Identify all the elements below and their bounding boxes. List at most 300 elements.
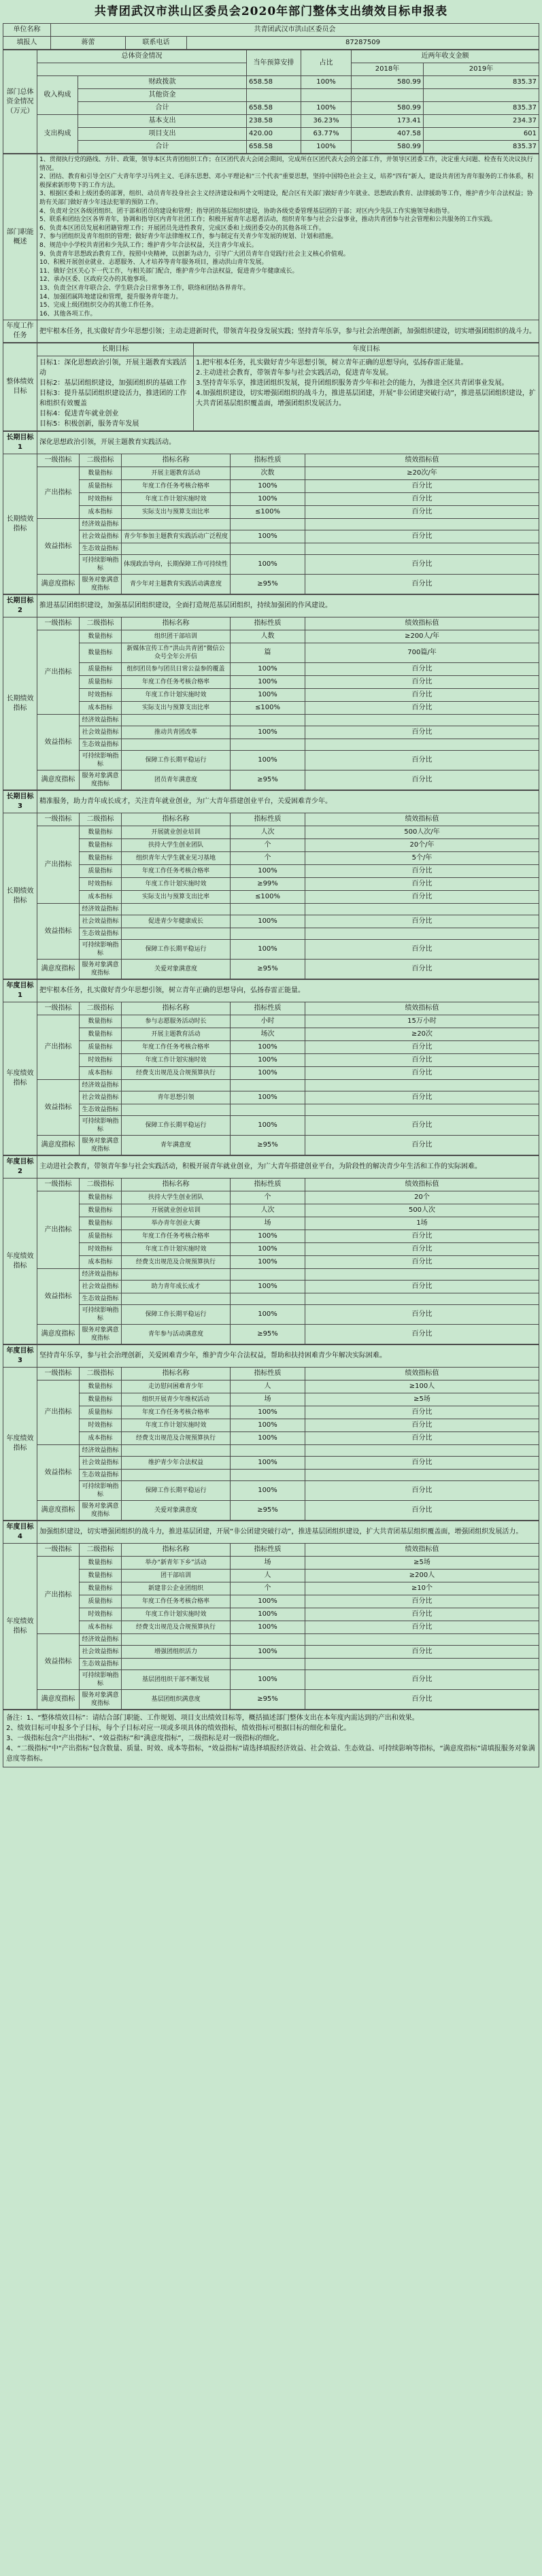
indicator-name: 年度工作计划实施时效 (122, 878, 231, 891)
indicator-row (3, 852, 539, 865)
indicator-nature: 个 (231, 852, 305, 865)
funding-2018: 407.58 (352, 128, 424, 141)
indicator-row (3, 1217, 539, 1230)
goal-description: 推进基层团组织建设，加强基层团组织建设，全面打造规范基层团组织，持续加强团的作风建设。 (37, 595, 539, 617)
indicator-nature (231, 1269, 305, 1281)
funding-item-name: 其他资金 (78, 89, 247, 102)
indicator-name: 年度工作任务考核合格率 (122, 1406, 231, 1419)
indicator-name: 年度工作计划实施时效 (122, 1419, 231, 1432)
indicator-name: 青年参与活动满意度 (122, 1325, 231, 1344)
indicator-value: 百分比 (305, 1501, 539, 1521)
indicator-value: 百分比 (305, 1608, 539, 1621)
indicator-level2: 社会效益指标 (80, 530, 122, 543)
indicator-value: 百分比 (305, 530, 539, 543)
indicator-level2: 质量指标 (80, 663, 122, 676)
indicator-nature: 100% (231, 1419, 305, 1432)
overall-goals-label: 整体绩效目标 (3, 343, 37, 431)
goal-section-table (3, 790, 539, 979)
funding-row (3, 76, 539, 89)
indicator-name (122, 715, 231, 726)
indicator-name: 实际支出与预算支出比率 (122, 702, 231, 715)
income-label: 收入构成 (37, 76, 78, 115)
indicator-value: 百分比 (305, 1281, 539, 1293)
indicator-name: 组织团员参与团员日常公益参的覆盖 (122, 663, 231, 676)
goal-description: 加强组织建设，切实增强团组织的战斗力，推进基层团建，开展“非公团建突破行动”，推进基层团组织建设，扩大共青团基层组织覆盖面，增强团组织发展活力。 (37, 1521, 539, 1544)
indicator-row (3, 1041, 539, 1054)
funding-item-name: 基本支出 (78, 115, 247, 128)
funding-amount (247, 89, 301, 102)
col-header-l2: 二级指标 (80, 813, 122, 826)
indicator-name: 保障工作长期平稳运行 (122, 1116, 231, 1136)
indicator-name (122, 739, 231, 751)
indicator-level2: 时效指标 (80, 1243, 122, 1256)
indicator-name: 年度工作任务考核合格率 (122, 1230, 231, 1243)
unit-value: 共青团武汉市洪山区委员会 (51, 24, 539, 37)
indicator-level2: 服务对象满意度指标 (80, 575, 122, 594)
indicator-row (3, 904, 539, 915)
col-header-value: 绩效指标值 (305, 813, 539, 826)
indicator-name (122, 1659, 231, 1670)
indicator-row (3, 826, 539, 839)
funding-amount: 420.00 (247, 128, 301, 141)
indicator-level1: 满意度指标 (37, 770, 80, 790)
indicator-value (305, 519, 539, 530)
indicator-level1: 满意度指标 (37, 1136, 80, 1155)
funding-row (3, 115, 539, 128)
indicator-row (3, 751, 539, 770)
indicator-nature: 100% (231, 1243, 305, 1256)
indicator-value (305, 715, 539, 726)
indicator-row (3, 663, 539, 676)
indicator-level2: 成本指标 (80, 506, 122, 519)
col-header-l1: 一级指标 (37, 617, 80, 630)
indicator-value: 百分比 (305, 1136, 539, 1155)
indicator-row (3, 1595, 539, 1608)
indicator-level2: 可持续影响指标 (80, 940, 122, 960)
overall-goals-table (3, 343, 539, 431)
indicator-level2: 数量指标 (80, 1015, 122, 1028)
funding-year-2018: 2018年 (352, 63, 424, 76)
indicator-level2: 服务对象满意度指标 (80, 1690, 122, 1710)
indicator-row (3, 480, 539, 493)
indicator-nature: 个 (231, 1191, 305, 1204)
indicator-row (3, 1269, 539, 1281)
indicator-level2: 成本指标 (80, 1067, 122, 1080)
indicator-level2: 经济效益指标 (80, 1634, 122, 1646)
indicator-value: 百分比 (305, 865, 539, 878)
indicator-row (3, 1293, 539, 1305)
indicator-nature: 100% (231, 1054, 305, 1067)
indicator-name: 举办青年创业大赛 (122, 1217, 231, 1230)
goal-description: 精准服务，助力青年成长成才，关注青年就业创业，为广大青年搭建创业平台，关爱困难青少年。 (37, 791, 539, 813)
indicator-level1: 产出指标 (37, 1191, 80, 1269)
header-table (3, 23, 539, 50)
goal-sections (3, 431, 539, 1710)
indicator-nature: 场次 (231, 1028, 305, 1041)
contact-label: 联系电话 (126, 37, 187, 50)
indicator-name: 关爱对象满意度 (122, 960, 231, 979)
funding-amount: 658.58 (247, 141, 301, 154)
funding-row (3, 89, 539, 102)
indicator-nature: ≥95% (231, 770, 305, 790)
funding-table (3, 50, 539, 154)
indicator-level2: 生态效益指标 (80, 928, 122, 940)
funding-item-name: 财政拨款 (78, 76, 247, 89)
indicator-row (3, 1646, 539, 1659)
goal-section-table (3, 1344, 539, 1521)
annual-goals-text: 1.把牢根本任务，扎实做好青少年思想引领，树立青年正确的思想导向，弘扬春雷正能量。 2.主动进社会教育，带领青年参与社会实践活动，促进青年发展。 3.坚持青年乐享，推进团组织发展，提升团组织服务青少年和社会的能力，为推进全区共青团事业发展。 4.加强组织建设，切实增强团组织的战斗力，推进基层团建，开展“非公团建突破行动”，推进基层团组织建设，扩大共青团基层组织覆盖面，增强团组织发展活力。 (194, 356, 539, 431)
indicator-level2: 经济效益指标 (80, 715, 122, 726)
expense-label: 支出构成 (37, 115, 78, 154)
indicator-name: 青年满意度 (122, 1136, 231, 1155)
indicator-level1: 效益指标 (37, 1080, 80, 1136)
indicator-value: 1场 (305, 1217, 539, 1230)
indicator-name: 扶持大学生创业团队 (122, 839, 231, 852)
indicator-level2: 社会效益指标 (80, 1091, 122, 1104)
indicator-level1: 产出指标 (37, 1015, 80, 1080)
goal-description: 坚持青年乐享，参与社会治理创新，关爱困难青少年，维护青少年合法权益，帮助和扶持困难青少年解决实际困难。 (37, 1345, 539, 1368)
indicator-name: 经费支出规范及合规预算执行 (122, 1256, 231, 1269)
indicator-name: 组织团干部培训 (122, 630, 231, 643)
col-header-l1: 一级指标 (37, 454, 80, 467)
indicator-value (305, 1470, 539, 1481)
indicator-value: 百分比 (305, 493, 539, 506)
col-header-value: 绩效指标值 (305, 1368, 539, 1380)
funding-2019: 234.37 (424, 115, 539, 128)
indicator-level2: 生态效益指标 (80, 1470, 122, 1481)
indicator-row (3, 1608, 539, 1621)
indicator-level2: 生态效益指标 (80, 1659, 122, 1670)
col-header-nature: 指标性质 (231, 1368, 305, 1380)
indicator-row (3, 1481, 539, 1501)
indicator-name: 青年思想引领 (122, 1091, 231, 1104)
indicator-name: 年度工作计划实施时效 (122, 689, 231, 702)
indicator-name: 经费支出规范及合规预算执行 (122, 1432, 231, 1445)
indicator-nature: 100% (231, 1670, 305, 1690)
indicator-nature: ≤100% (231, 891, 305, 904)
overview-table (3, 154, 539, 343)
indicator-value: 百分比 (305, 1325, 539, 1344)
indicator-level2: 时效指标 (80, 689, 122, 702)
col-header-value: 绩效指标值 (305, 1002, 539, 1015)
indicator-row (3, 1445, 539, 1457)
indicator-level2: 时效指标 (80, 493, 122, 506)
indicator-name: 保障工作长期平稳运行 (122, 1481, 231, 1501)
indicator-row (3, 770, 539, 790)
indicator-row (3, 1457, 539, 1470)
indicator-value: 5个/年 (305, 852, 539, 865)
indicator-nature (231, 519, 305, 530)
indicator-value: 百分比 (305, 751, 539, 770)
indicator-level1: 产出指标 (37, 1557, 80, 1634)
indicator-nature: ≥95% (231, 575, 305, 594)
indicator-value: 百分比 (305, 1646, 539, 1659)
indicator-level2: 可持续影响指标 (80, 1670, 122, 1690)
indicator-value: 百分比 (305, 689, 539, 702)
indicator-row (3, 915, 539, 928)
filler-name: 蒋蕾 (51, 37, 126, 50)
indicator-level2: 服务对象满意度指标 (80, 1501, 122, 1521)
indicator-nature: 100% (231, 1457, 305, 1470)
col-header-nature: 指标性质 (231, 454, 305, 467)
indicator-nature (231, 1659, 305, 1670)
indicator-nature: 100% (231, 1432, 305, 1445)
goal-description: 把牢根本任务，扎实做好青少年思想引领，树立青年正确的思想导向，弘扬春雷正能量。 (37, 980, 539, 1002)
indicator-level2: 数量指标 (80, 467, 122, 480)
indicator-level2: 服务对象满意度指标 (80, 1325, 122, 1344)
indicator-value: 百分比 (305, 1457, 539, 1470)
indicator-name: 年度工作计划实施时效 (122, 1054, 231, 1067)
indicator-level1: 效益指标 (37, 904, 80, 960)
indicator-name (122, 1080, 231, 1091)
indicator-level2: 质量指标 (80, 1595, 122, 1608)
indicator-name (122, 1104, 231, 1116)
indicator-row (3, 940, 539, 960)
indicator-name (122, 543, 231, 555)
indicator-name: 促进青少年健康成长 (122, 915, 231, 928)
indicator-name: 青少年参加主题教育实践活动广泛程度 (122, 530, 231, 543)
indicator-value: 百分比 (305, 1256, 539, 1269)
indicator-row (3, 1557, 539, 1570)
col-header-value: 绩效指标值 (305, 1544, 539, 1557)
goal-section-table (3, 594, 539, 790)
funding-year-2019: 2019年 (424, 63, 539, 76)
funding-amount: 658.58 (247, 76, 301, 89)
indicator-value: 20个/年 (305, 839, 539, 852)
funding-share-header: 占比 (301, 50, 352, 76)
indicator-row (3, 960, 539, 979)
indicator-nature: 100% (231, 1230, 305, 1243)
indicator-value (305, 1269, 539, 1281)
indicator-level2: 社会效益指标 (80, 726, 122, 739)
indicator-row (3, 928, 539, 940)
indicator-name: 实际支出与预算支出比率 (122, 891, 231, 904)
funding-row (3, 141, 539, 154)
indicator-nature: 人数 (231, 630, 305, 643)
indicator-name: 青少年对主题教育实践活动满意度 (122, 575, 231, 594)
indicator-value: 百分比 (305, 1595, 539, 1608)
indicator-nature: ≥95% (231, 1325, 305, 1344)
indicator-level2: 成本指标 (80, 702, 122, 715)
indicator-level2: 数量指标 (80, 643, 122, 663)
filler-label: 填报人 (3, 37, 51, 50)
indicator-nature (231, 1080, 305, 1091)
indicator-row (3, 1501, 539, 1521)
col-header-l2: 二级指标 (80, 454, 122, 467)
goal-key: 年度目标4 (3, 1521, 37, 1544)
indicator-level2: 服务对象满意度指标 (80, 960, 122, 979)
col-header-name: 指标名称 (122, 617, 231, 630)
indicator-name: 年度工作任务考核合格率 (122, 480, 231, 493)
col-header-nature: 指标性质 (231, 813, 305, 826)
col-header-l1: 一级指标 (37, 1368, 80, 1380)
funding-2019: 835.37 (424, 102, 539, 115)
indicator-name (122, 904, 231, 915)
indicator-nature: 场 (231, 1557, 305, 1570)
indicator-row (3, 1659, 539, 1670)
indicator-nature: 人次 (231, 1204, 305, 1217)
indicator-nature (231, 739, 305, 751)
indicator-level1: 产出指标 (37, 826, 80, 904)
indicator-row (3, 493, 539, 506)
indicator-value: 百分比 (305, 1481, 539, 1501)
notes-table (3, 1710, 539, 1767)
indicator-value: 百分比 (305, 940, 539, 960)
indicator-level1: 产出指标 (37, 467, 80, 519)
indicator-level2: 质量指标 (80, 1041, 122, 1054)
indicator-name: 年度工作计划实施时效 (122, 1243, 231, 1256)
indicator-name: 实际支出与预算支出比率 (122, 506, 231, 519)
funding-blank (37, 63, 247, 76)
indicator-nature: 100% (231, 555, 305, 575)
indicator-name: 年度工作任务考核合格率 (122, 676, 231, 689)
indicator-nature: 100% (231, 676, 305, 689)
indicator-row (3, 1570, 539, 1582)
indicator-nature (231, 1104, 305, 1116)
goal-key: 长期目标3 (3, 791, 37, 813)
indicator-name: 关爱对象满意度 (122, 1501, 231, 1521)
indicator-value (305, 739, 539, 751)
goal-side-label: 年度绩效指标 (3, 1002, 37, 1155)
overview-label: 部门职能概述 (3, 154, 37, 320)
goal-side-label: 长期绩效指标 (3, 454, 37, 594)
indicator-nature: 人 (231, 1570, 305, 1582)
goal-description: 深化思想政治引领，开展主题教育实践活动。 (37, 432, 539, 454)
indicator-level2: 数量指标 (80, 630, 122, 643)
indicator-level2: 数量指标 (80, 1028, 122, 1041)
indicator-name: 开展主题教育活动 (122, 1028, 231, 1041)
indicator-row (3, 1380, 539, 1393)
indicator-row (3, 1470, 539, 1481)
funding-total-header: 总体资金情况 (37, 50, 247, 63)
indicator-nature: 场 (231, 1393, 305, 1406)
indicator-name: 保障工作长期平稳运行 (122, 940, 231, 960)
indicator-level2: 社会效益指标 (80, 1281, 122, 1293)
indicator-value (305, 928, 539, 940)
indicator-name: 体现政治导向，长期保障工作可持续性 (122, 555, 231, 575)
unit-label: 单位名称 (3, 24, 51, 37)
indicator-level2: 服务对象满意度指标 (80, 1136, 122, 1155)
indicator-nature: 100% (231, 915, 305, 928)
indicator-nature: 100% (231, 1406, 305, 1419)
funding-2018 (352, 89, 424, 102)
indicator-row (3, 839, 539, 852)
indicator-nature: 个 (231, 839, 305, 852)
indicator-level2: 经济效益指标 (80, 1445, 122, 1457)
indicator-name: 团员青年满意度 (122, 770, 231, 790)
indicator-level2: 数量指标 (80, 1217, 122, 1230)
indicator-row (3, 1325, 539, 1344)
indicator-row (3, 726, 539, 739)
funding-share: 36.23% (301, 115, 352, 128)
indicator-row (3, 1028, 539, 1041)
col-header-l2: 二级指标 (80, 1002, 122, 1015)
funding-item-name: 项目支出 (78, 128, 247, 141)
indicator-row (3, 1634, 539, 1646)
indicator-nature (231, 715, 305, 726)
indicator-level2: 经济效益指标 (80, 1269, 122, 1281)
indicator-level2: 经济效益指标 (80, 1080, 122, 1091)
indicator-value: 百分比 (305, 702, 539, 715)
indicator-value: 百分比 (305, 1116, 539, 1136)
indicator-name: 开展就业创业培训 (122, 1204, 231, 1217)
indicator-row (3, 630, 539, 643)
indicator-row (3, 1136, 539, 1155)
indicator-name: 年度工作任务考核合格率 (122, 1595, 231, 1608)
indicator-level2: 社会效益指标 (80, 1457, 122, 1470)
col-header-nature: 指标性质 (231, 1544, 305, 1557)
indicator-row (3, 1104, 539, 1116)
indicator-level2: 数量指标 (80, 826, 122, 839)
indicator-level2: 质量指标 (80, 1230, 122, 1243)
indicator-row (3, 689, 539, 702)
indicator-nature: 篇 (231, 643, 305, 663)
indicator-level2: 数量指标 (80, 1570, 122, 1582)
indicator-name: 经费支出规范及合规预算执行 (122, 1621, 231, 1634)
indicator-level2: 可持续影响指标 (80, 1481, 122, 1501)
indicator-value: 百分比 (305, 1054, 539, 1067)
funding-2019 (424, 89, 539, 102)
funding-item-name: 合计 (78, 102, 247, 115)
indicator-row (3, 1054, 539, 1067)
indicator-level2: 质量指标 (80, 1406, 122, 1419)
indicator-level2: 数量指标 (80, 1557, 122, 1570)
indicator-value: 百分比 (305, 1230, 539, 1243)
indicator-value: 百分比 (305, 663, 539, 676)
indicator-level2: 生态效益指标 (80, 739, 122, 751)
goal-key: 年度目标1 (3, 980, 37, 1002)
indicator-name: 组织青年大学生就业见习基地 (122, 852, 231, 865)
indicator-nature: ≥95% (231, 1690, 305, 1710)
indicator-nature: ≥95% (231, 1501, 305, 1521)
indicator-name: 年度工作计划实施时效 (122, 493, 231, 506)
indicator-nature: ≥99% (231, 878, 305, 891)
funding-section-label: 部门总体资金情况（万元） (3, 50, 37, 154)
col-header-value: 绩效指标值 (305, 1179, 539, 1191)
indicator-nature: 100% (231, 689, 305, 702)
funding-amount: 238.58 (247, 115, 301, 128)
indicator-nature: 人 (231, 1380, 305, 1393)
indicator-nature: 小时 (231, 1015, 305, 1028)
indicator-nature: 场 (231, 1217, 305, 1230)
annual-tasks-label: 年度工作任务 (3, 320, 37, 343)
indicator-value: 百分比 (305, 506, 539, 519)
indicator-value: 百分比 (305, 726, 539, 739)
overview-text: 1、贯彻执行党的路线、方针、政策，领导本区共青团组织工作；在区团代表大会闭会期间，完成所在区团代表大会的全部工作，并领导区团委工作，决定重大问题、检查有关决议执行情况。 2、团结、教育和引导全区广大青年学习马列主义、毛泽东思想、邓小平理论和“三个代表”重要思想，坚持中国特色社会主义，培养“四有”新人，建设共青团为青年服务的工作体系，积极探索新形势下的工作方法。 3、根据区委和上级团委的部署，组织、动员青年投身社会主义经济建设和两个文明建设，配合区有关部门做好青少年就业、思想政治教育、法律援助等工作，维护青少年合法权益；协助有关部门做好青少年违法犯罪的预防工作。 4、负责对全区各级团组织、团干部和团员的建设和管理；指导团的基层组织建设，协助各级党委管理基层团的干部；对区内少先队工作实施领导和指导。 5、联系和团结全区各界青年，协调和指导区内青年社团工作；积极开展青年志愿者活动，组织青年参与社会公益事业，推动共青团参与社会管理和公共服务的工作实践。 6、负责本区团员发展和团籍管理工作；开展团员先进性教育，完成区委和上级团委交办的其他各项工作。 7、参与团组织及青年组织的管理；做好青少年法律维权工作，参与制定有关青少年发展的规划、计划和措施。 8、规范中小学校共青团和少先队工作；维护青少年合法权益，关注青少年成长。 9、负责青年思想政治教育工作，按照中央精神，以创新为动力，引导广大团员青年自觉践行社会主义核心价值观。 10、积极开展创业就业、志愿服务、人才培养等青年服务项目，推动洪山青年发展。 11、做好全区关心下一代工作，与相关部门配合，维护青少年合法权益，促进青少年健康成长。 12、承办区委、区政府交办的其他事项。 13、负责全区青年联合会、学生联合会日常事务工作，联络和团结各界青年。 14、加强团属阵地建设和管理，提升服务青年能力。 15、完成上级团组织交办的其他工作任务。 16、其他各项工作。 (37, 154, 539, 320)
funding-2018: 580.99 (352, 141, 424, 154)
col-header-value: 绩效指标值 (305, 617, 539, 630)
goal-key: 年度目标3 (3, 1345, 37, 1368)
indicator-level2: 时效指标 (80, 878, 122, 891)
indicator-level1: 产出指标 (37, 1380, 80, 1445)
indicator-name: 基层团组织干部不断发展 (122, 1670, 231, 1690)
goal-side-label: 长期绩效指标 (3, 617, 37, 790)
indicator-level2: 成本指标 (80, 1256, 122, 1269)
col-header-name: 指标名称 (122, 1002, 231, 1015)
indicator-row (3, 1281, 539, 1293)
indicator-level2: 可持续影响指标 (80, 751, 122, 770)
indicator-nature: 100% (231, 1595, 305, 1608)
indicator-name: 参与志愿服务活动时长 (122, 1015, 231, 1028)
indicator-value: ≥20次 (305, 1028, 539, 1041)
indicator-value: 500人次 (305, 1204, 539, 1217)
indicator-row (3, 555, 539, 575)
indicator-value: 500人次/年 (305, 826, 539, 839)
indicator-name: 维护青少年合法权益 (122, 1457, 231, 1470)
goal-key: 年度目标2 (3, 1156, 37, 1179)
indicator-row (3, 1191, 539, 1204)
goal-key: 长期目标2 (3, 595, 37, 617)
